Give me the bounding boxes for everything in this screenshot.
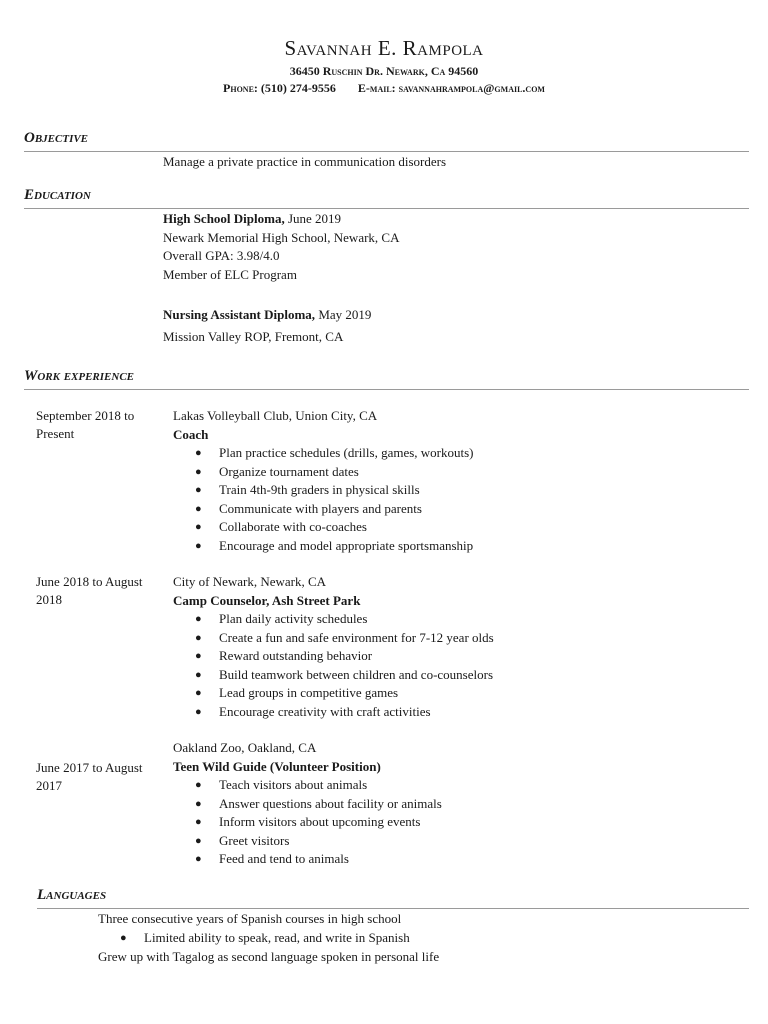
languages-line-1: Three consecutive years of Spanish courses in high school [98,911,402,926]
resume-name: Savannah E. Rampola [284,36,484,60]
languages-line-2: Grew up with Tagalog as second language spoken in personal life [98,949,440,964]
list-item: ● Feed and tend to animals [195,851,349,866]
job-2-dates: June 2018 to August 2018 [36,574,143,607]
job-1-bullets [173,444,474,555]
edu-entry-2-line: Mission Valley ROP, Fremont, CA [163,329,344,344]
edu-entry-1-title: High School Diploma, June 2019 [163,211,342,226]
job-2-role: Camp Counselor, Ash Street Park [173,593,361,608]
job-1-role: Coach [173,427,209,442]
objective-text: Manage a private practice in communication disorders [163,154,447,169]
email: E-mail: savannahrampola@gmail.com [357,81,545,95]
address: 36450 Ruschin Dr. Newark, Ca 94560 [289,64,479,78]
education-rule [24,208,749,209]
objective-rule [24,151,749,152]
languages-bullets [98,929,410,948]
list-item: ● Teach visitors about animals [195,777,368,792]
job-1-org: Lakas Volleyball Club, Union City, CA [173,408,378,423]
job-3-dates: June 2017 to August 2017 [36,760,143,793]
job-3-role: Teen Wild Guide (Volunteer Position) [173,759,381,774]
edu-entry-1-line: Member of ELC Program [163,267,297,282]
list-item: ● Organize tournament dates [195,463,359,479]
languages-rule [37,908,749,909]
contact-line [0,81,768,96]
job-2-org: City of Newark, Newark, CA [173,574,327,589]
list-item: ● Inform visitors about upcoming events [195,814,421,829]
education-heading: Education [24,187,91,203]
edu-entry-1-line: Overall GPA: 3.98/4.0 [163,248,280,263]
list-item: ● Communicate with players and parents [195,500,422,516]
job-1-dates: September 2018 to Present [36,408,135,441]
edu-entry-1-line: Newark Memorial High School, Newark, CA [163,230,400,245]
list-item: ● Build teamwork between children and co-counselors [195,666,493,682]
job-3-org: Oakland Zoo, Oakland, CA [173,740,317,755]
list-item: ● Limited ability to speak, read, and write in Spanish [120,930,410,945]
job-2-bullets [173,610,494,721]
list-item: ● Greet visitors [195,832,290,848]
phone: Phone: (510) 274-9556 [223,81,336,95]
list-item: ● Train 4th-9th graders in physical skills [195,482,420,497]
list-item: ● Encourage creativity with craft activities [195,703,431,719]
languages-heading: Languages [37,887,107,903]
list-item: ● Lead groups in competitive games [195,685,399,700]
edu-entry-2-title: Nursing Assistant Diploma, May 2019 [163,307,372,322]
list-item: ● Encourage and model appropriate sportsmanship [195,537,474,553]
list-item: ● Plan practice schedules (drills, games, workouts) [195,445,474,460]
list-item: ● Plan daily activity schedules [195,611,368,626]
job-3-bullets [173,776,442,869]
list-item: ● Create a fun and safe environment for 7-12 year olds [195,629,494,645]
list-item: ● Reward outstanding behavior [195,648,373,663]
objective-heading: Objective [24,130,89,146]
list-item: ● Answer questions about facility or animals [195,795,442,811]
work-rule [24,389,749,390]
work-heading: Work experience [24,368,135,384]
list-item: ● Collaborate with co-coaches [195,519,367,534]
